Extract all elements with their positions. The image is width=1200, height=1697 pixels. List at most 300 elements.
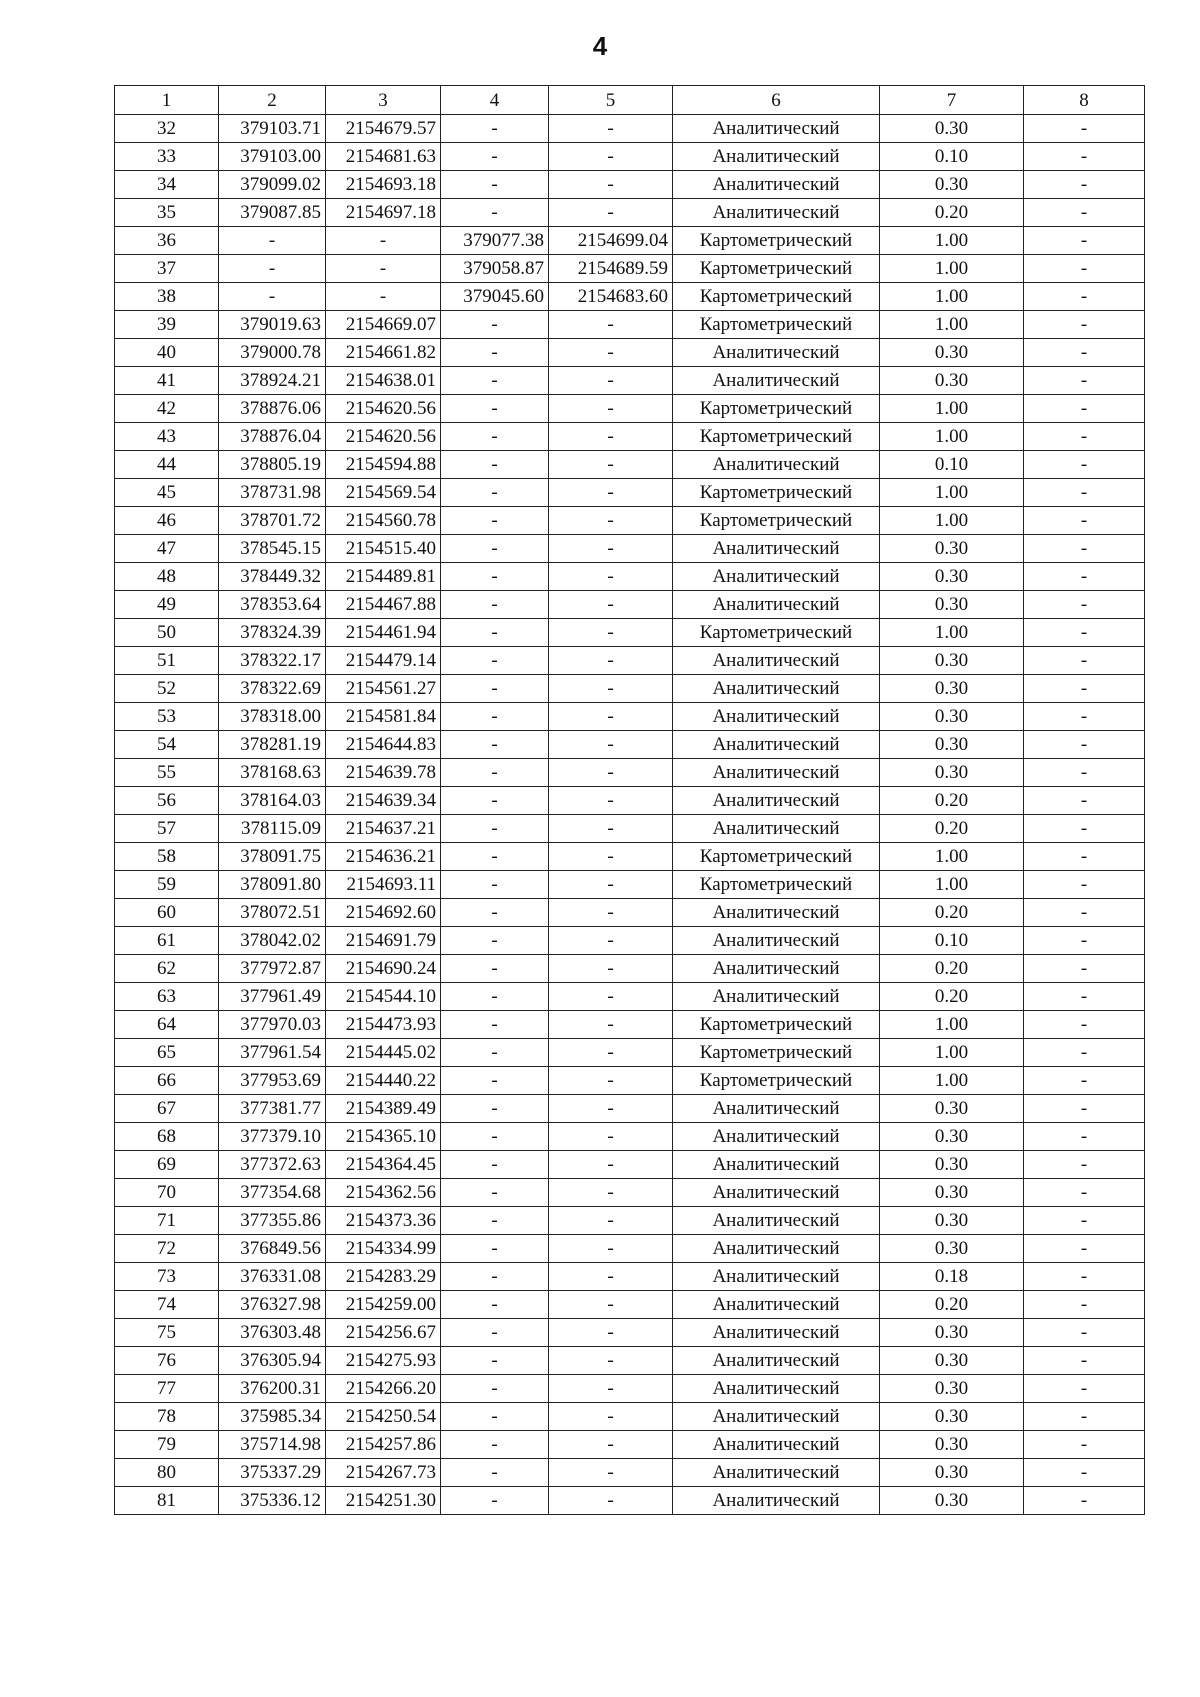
accuracy-cell: 1.00 (880, 423, 1024, 451)
y-coordinate-alt-cell: - (549, 1067, 673, 1095)
table-row (115, 927, 1145, 955)
y-coordinate-alt-cell: - (549, 395, 673, 423)
accuracy-cell: 1.00 (880, 311, 1024, 339)
y-coordinate-cell: 2154544.10 (326, 983, 441, 1011)
x-coordinate-alt-cell: - (441, 1095, 549, 1123)
note-cell: - (1024, 927, 1145, 955)
y-coordinate-alt-cell: - (549, 367, 673, 395)
method-cell: Картометрический (673, 227, 880, 255)
point-number-cell: 33 (115, 143, 219, 171)
method-cell: Аналитический (673, 955, 880, 983)
note-cell: - (1024, 703, 1145, 731)
accuracy-cell: 0.30 (880, 1235, 1024, 1263)
x-coordinate-cell: 376849.56 (219, 1235, 326, 1263)
x-coordinate-cell: 378164.03 (219, 787, 326, 815)
note-cell: - (1024, 395, 1145, 423)
point-number-cell: 46 (115, 507, 219, 535)
y-coordinate-alt-cell: - (549, 115, 673, 143)
y-coordinate-cell: 2154259.00 (326, 1291, 441, 1319)
accuracy-cell: 1.00 (880, 1011, 1024, 1039)
y-coordinate-cell: 2154515.40 (326, 535, 441, 563)
y-coordinate-alt-cell: - (549, 647, 673, 675)
y-coordinate-cell: 2154445.02 (326, 1039, 441, 1067)
note-cell: - (1024, 255, 1145, 283)
method-cell: Аналитический (673, 899, 880, 927)
accuracy-cell: 0.30 (880, 1123, 1024, 1151)
accuracy-cell: 1.00 (880, 1067, 1024, 1095)
note-cell: - (1024, 1123, 1145, 1151)
accuracy-cell: 0.30 (880, 1207, 1024, 1235)
y-coordinate-alt-cell: - (549, 1263, 673, 1291)
table-row (115, 1179, 1145, 1207)
table-row (115, 731, 1145, 759)
method-cell: Картометрический (673, 843, 880, 871)
note-cell: - (1024, 1039, 1145, 1067)
x-coordinate-cell: 375714.98 (219, 1431, 326, 1459)
x-coordinate-alt-cell: - (441, 395, 549, 423)
method-cell: Аналитический (673, 731, 880, 759)
y-coordinate-alt-cell: - (549, 1011, 673, 1039)
x-coordinate-cell: 378091.80 (219, 871, 326, 899)
x-coordinate-alt-cell: - (441, 115, 549, 143)
accuracy-cell: 0.30 (880, 1403, 1024, 1431)
y-coordinate-cell: 2154334.99 (326, 1235, 441, 1263)
accuracy-cell: 1.00 (880, 255, 1024, 283)
x-coordinate-cell: 378072.51 (219, 899, 326, 927)
note-cell: - (1024, 871, 1145, 899)
column-header: 8 (1024, 86, 1145, 115)
accuracy-cell: 0.30 (880, 115, 1024, 143)
point-number-cell: 44 (115, 451, 219, 479)
note-cell: - (1024, 1151, 1145, 1179)
x-coordinate-cell: 379103.71 (219, 115, 326, 143)
x-coordinate-alt-cell: - (441, 1291, 549, 1319)
column-header: 4 (441, 86, 549, 115)
x-coordinate-cell: 378324.39 (219, 619, 326, 647)
x-coordinate-alt-cell: - (441, 1235, 549, 1263)
note-cell: - (1024, 563, 1145, 591)
point-number-cell: 45 (115, 479, 219, 507)
y-coordinate-alt-cell: - (549, 171, 673, 199)
x-coordinate-cell: 378449.32 (219, 563, 326, 591)
accuracy-cell: 0.10 (880, 451, 1024, 479)
table-row (115, 451, 1145, 479)
point-number-cell: 71 (115, 1207, 219, 1235)
table-row (115, 1347, 1145, 1375)
accuracy-cell: 0.30 (880, 1095, 1024, 1123)
column-header: 7 (880, 86, 1024, 115)
point-number-cell: 61 (115, 927, 219, 955)
x-coordinate-alt-cell: - (441, 1347, 549, 1375)
y-coordinate-alt-cell: - (549, 563, 673, 591)
y-coordinate-alt-cell: - (549, 591, 673, 619)
method-cell: Аналитический (673, 1375, 880, 1403)
note-cell: - (1024, 1319, 1145, 1347)
y-coordinate-cell: 2154266.20 (326, 1375, 441, 1403)
y-coordinate-alt-cell: - (549, 787, 673, 815)
x-coordinate-alt-cell: 379058.87 (441, 255, 549, 283)
point-number-cell: 54 (115, 731, 219, 759)
accuracy-cell: 0.30 (880, 1487, 1024, 1515)
note-cell: - (1024, 647, 1145, 675)
table-row (115, 843, 1145, 871)
x-coordinate-cell: 376305.94 (219, 1347, 326, 1375)
note-cell: - (1024, 1347, 1145, 1375)
x-coordinate-alt-cell: - (441, 451, 549, 479)
y-coordinate-alt-cell: - (549, 1459, 673, 1487)
point-number-cell: 39 (115, 311, 219, 339)
point-number-cell: 77 (115, 1375, 219, 1403)
table-row (115, 143, 1145, 171)
column-header: 1 (115, 86, 219, 115)
note-cell: - (1024, 591, 1145, 619)
y-coordinate-cell: 2154373.36 (326, 1207, 441, 1235)
method-cell: Аналитический (673, 115, 880, 143)
x-coordinate-cell: 379103.00 (219, 143, 326, 171)
table-row (115, 1459, 1145, 1487)
point-number-cell: 66 (115, 1067, 219, 1095)
method-cell: Картометрический (673, 1011, 880, 1039)
y-coordinate-cell: 2154257.86 (326, 1431, 441, 1459)
y-coordinate-alt-cell: - (549, 1291, 673, 1319)
x-coordinate-cell: 378876.04 (219, 423, 326, 451)
y-coordinate-alt-cell: - (549, 1375, 673, 1403)
x-coordinate-alt-cell: - (441, 1375, 549, 1403)
method-cell: Аналитический (673, 1431, 880, 1459)
y-coordinate-alt-cell: - (549, 143, 673, 171)
x-coordinate-alt-cell: - (441, 563, 549, 591)
method-cell: Картометрический (673, 619, 880, 647)
y-coordinate-cell: 2154561.27 (326, 675, 441, 703)
method-cell: Картометрический (673, 1067, 880, 1095)
y-coordinate-cell: 2154639.34 (326, 787, 441, 815)
point-number-cell: 32 (115, 115, 219, 143)
x-coordinate-cell: 378731.98 (219, 479, 326, 507)
x-coordinate-alt-cell: - (441, 1179, 549, 1207)
y-coordinate-alt-cell: - (549, 675, 673, 703)
accuracy-cell: 1.00 (880, 479, 1024, 507)
point-number-cell: 59 (115, 871, 219, 899)
note-cell: - (1024, 1067, 1145, 1095)
note-cell: - (1024, 675, 1145, 703)
method-cell: Аналитический (673, 1347, 880, 1375)
table-row (115, 703, 1145, 731)
point-number-cell: 49 (115, 591, 219, 619)
method-cell: Аналитический (673, 591, 880, 619)
x-coordinate-cell: 378805.19 (219, 451, 326, 479)
table-row (115, 1067, 1145, 1095)
x-coordinate-cell: 378353.64 (219, 591, 326, 619)
accuracy-cell: 1.00 (880, 283, 1024, 311)
page-number: 4 (592, 31, 608, 61)
table-row (115, 955, 1145, 983)
accuracy-cell: 0.30 (880, 759, 1024, 787)
x-coordinate-cell: 375337.29 (219, 1459, 326, 1487)
point-number-cell: 42 (115, 395, 219, 423)
y-coordinate-cell: 2154636.21 (326, 843, 441, 871)
accuracy-cell: 0.30 (880, 1375, 1024, 1403)
y-coordinate-alt-cell: - (549, 1179, 673, 1207)
point-number-cell: 41 (115, 367, 219, 395)
x-coordinate-cell: 378115.09 (219, 815, 326, 843)
y-coordinate-cell: - (326, 227, 441, 255)
note-cell: - (1024, 1263, 1145, 1291)
method-cell: Аналитический (673, 1403, 880, 1431)
point-number-cell: 79 (115, 1431, 219, 1459)
note-cell: - (1024, 1207, 1145, 1235)
note-cell: - (1024, 339, 1145, 367)
point-number-cell: 60 (115, 899, 219, 927)
y-coordinate-alt-cell: - (549, 1347, 673, 1375)
accuracy-cell: 0.20 (880, 955, 1024, 983)
x-coordinate-alt-cell: 379077.38 (441, 227, 549, 255)
point-number-cell: 38 (115, 283, 219, 311)
x-coordinate-alt-cell: - (441, 899, 549, 927)
accuracy-cell: 0.30 (880, 1347, 1024, 1375)
y-coordinate-cell: 2154669.07 (326, 311, 441, 339)
y-coordinate-alt-cell: 2154683.60 (549, 283, 673, 311)
x-coordinate-cell: 378322.69 (219, 675, 326, 703)
table-row (115, 1235, 1145, 1263)
x-coordinate-cell: 377972.87 (219, 955, 326, 983)
note-cell: - (1024, 199, 1145, 227)
note-cell: - (1024, 1011, 1145, 1039)
y-coordinate-cell: 2154581.84 (326, 703, 441, 731)
accuracy-cell: 0.30 (880, 647, 1024, 675)
method-cell: Аналитический (673, 703, 880, 731)
x-coordinate-alt-cell: - (441, 1487, 549, 1515)
accuracy-cell: 0.30 (880, 703, 1024, 731)
x-coordinate-cell: 375336.12 (219, 1487, 326, 1515)
y-coordinate-cell: 2154283.29 (326, 1263, 441, 1291)
y-coordinate-alt-cell: - (549, 339, 673, 367)
x-coordinate-cell: - (219, 227, 326, 255)
method-cell: Картометрический (673, 423, 880, 451)
x-coordinate-alt-cell: - (441, 1039, 549, 1067)
y-coordinate-alt-cell: 2154699.04 (549, 227, 673, 255)
accuracy-cell: 1.00 (880, 1039, 1024, 1067)
table-row (115, 283, 1145, 311)
note-cell: - (1024, 1375, 1145, 1403)
x-coordinate-cell: 376200.31 (219, 1375, 326, 1403)
x-coordinate-cell: 378318.00 (219, 703, 326, 731)
y-coordinate-alt-cell: - (549, 199, 673, 227)
table-row (115, 535, 1145, 563)
point-number-cell: 57 (115, 815, 219, 843)
accuracy-cell: 0.20 (880, 983, 1024, 1011)
table-row (115, 115, 1145, 143)
table-row (115, 227, 1145, 255)
x-coordinate-alt-cell: - (441, 815, 549, 843)
note-cell: - (1024, 619, 1145, 647)
x-coordinate-cell: 378281.19 (219, 731, 326, 759)
x-coordinate-alt-cell: - (441, 479, 549, 507)
note-cell: - (1024, 843, 1145, 871)
table-row (115, 507, 1145, 535)
point-number-cell: 69 (115, 1151, 219, 1179)
method-cell: Аналитический (673, 1123, 880, 1151)
x-coordinate-alt-cell: - (441, 927, 549, 955)
method-cell: Аналитический (673, 759, 880, 787)
y-coordinate-alt-cell: 2154689.59 (549, 255, 673, 283)
point-number-cell: 58 (115, 843, 219, 871)
x-coordinate-alt-cell: - (441, 311, 549, 339)
note-cell: - (1024, 1095, 1145, 1123)
method-cell: Аналитический (673, 1095, 880, 1123)
y-coordinate-cell: 2154690.24 (326, 955, 441, 983)
method-cell: Аналитический (673, 535, 880, 563)
y-coordinate-cell: 2154362.56 (326, 1179, 441, 1207)
x-coordinate-alt-cell: - (441, 619, 549, 647)
method-cell: Картометрический (673, 1039, 880, 1067)
table-header-row (115, 86, 1145, 115)
x-coordinate-cell: 377381.77 (219, 1095, 326, 1123)
method-cell: Аналитический (673, 367, 880, 395)
note-cell: - (1024, 1431, 1145, 1459)
note-cell: - (1024, 815, 1145, 843)
point-number-cell: 53 (115, 703, 219, 731)
y-coordinate-cell: 2154661.82 (326, 339, 441, 367)
accuracy-cell: 0.30 (880, 731, 1024, 759)
note-cell: - (1024, 1179, 1145, 1207)
y-coordinate-alt-cell: - (549, 535, 673, 563)
y-coordinate-cell: 2154473.93 (326, 1011, 441, 1039)
y-coordinate-cell: 2154692.60 (326, 899, 441, 927)
y-coordinate-cell: 2154256.67 (326, 1319, 441, 1347)
x-coordinate-alt-cell: - (441, 423, 549, 451)
point-number-cell: 75 (115, 1319, 219, 1347)
method-cell: Картометрический (673, 507, 880, 535)
note-cell: - (1024, 1291, 1145, 1319)
note-cell: - (1024, 535, 1145, 563)
y-coordinate-alt-cell: - (549, 955, 673, 983)
method-cell: Аналитический (673, 1207, 880, 1235)
table-row (115, 1263, 1145, 1291)
x-coordinate-alt-cell: - (441, 1123, 549, 1151)
note-cell: - (1024, 227, 1145, 255)
y-coordinate-alt-cell: - (549, 1235, 673, 1263)
table-row (115, 311, 1145, 339)
x-coordinate-alt-cell: - (441, 1403, 549, 1431)
y-coordinate-cell: 2154251.30 (326, 1487, 441, 1515)
x-coordinate-cell: 378545.15 (219, 535, 326, 563)
table-row (115, 199, 1145, 227)
y-coordinate-alt-cell: - (549, 507, 673, 535)
table-row (115, 1151, 1145, 1179)
x-coordinate-cell: 377953.69 (219, 1067, 326, 1095)
accuracy-cell: 0.30 (880, 367, 1024, 395)
x-coordinate-alt-cell: - (441, 507, 549, 535)
note-cell: - (1024, 311, 1145, 339)
x-coordinate-cell: 377961.54 (219, 1039, 326, 1067)
y-coordinate-cell: 2154569.54 (326, 479, 441, 507)
method-cell: Картометрический (673, 871, 880, 899)
table-row (115, 1403, 1145, 1431)
method-cell: Аналитический (673, 675, 880, 703)
method-cell: Аналитический (673, 339, 880, 367)
note-cell: - (1024, 1459, 1145, 1487)
point-number-cell: 40 (115, 339, 219, 367)
accuracy-cell: 1.00 (880, 507, 1024, 535)
accuracy-cell: 0.20 (880, 199, 1024, 227)
method-cell: Аналитический (673, 1487, 880, 1515)
note-cell: - (1024, 1403, 1145, 1431)
y-coordinate-cell: 2154364.45 (326, 1151, 441, 1179)
method-cell: Аналитический (673, 563, 880, 591)
y-coordinate-alt-cell: - (549, 423, 673, 451)
note-cell: - (1024, 731, 1145, 759)
table-row (115, 339, 1145, 367)
x-coordinate-cell: 377961.49 (219, 983, 326, 1011)
accuracy-cell: 1.00 (880, 871, 1024, 899)
note-cell: - (1024, 171, 1145, 199)
x-coordinate-alt-cell: - (441, 955, 549, 983)
table-row (115, 647, 1145, 675)
point-number-cell: 47 (115, 535, 219, 563)
y-coordinate-cell: 2154467.88 (326, 591, 441, 619)
note-cell: - (1024, 507, 1145, 535)
point-number-cell: 67 (115, 1095, 219, 1123)
x-coordinate-cell: - (219, 283, 326, 311)
x-coordinate-cell: 375985.34 (219, 1403, 326, 1431)
y-coordinate-alt-cell: - (549, 983, 673, 1011)
point-number-cell: 73 (115, 1263, 219, 1291)
point-number-cell: 50 (115, 619, 219, 647)
x-coordinate-alt-cell: - (441, 1067, 549, 1095)
x-coordinate-cell: 377354.68 (219, 1179, 326, 1207)
point-number-cell: 35 (115, 199, 219, 227)
table-row (115, 675, 1145, 703)
x-coordinate-cell: 379019.63 (219, 311, 326, 339)
x-coordinate-cell: 379087.85 (219, 199, 326, 227)
y-coordinate-cell: 2154638.01 (326, 367, 441, 395)
accuracy-cell: 0.30 (880, 1319, 1024, 1347)
point-number-cell: 43 (115, 423, 219, 451)
accuracy-cell: 0.30 (880, 1179, 1024, 1207)
table-body (115, 86, 1145, 1515)
point-number-cell: 81 (115, 1487, 219, 1515)
y-coordinate-alt-cell: - (549, 815, 673, 843)
y-coordinate-alt-cell: - (549, 927, 673, 955)
y-coordinate-alt-cell: - (549, 1207, 673, 1235)
table-row (115, 1039, 1145, 1067)
point-number-cell: 65 (115, 1039, 219, 1067)
x-coordinate-alt-cell: - (441, 1011, 549, 1039)
point-number-cell: 74 (115, 1291, 219, 1319)
table-row (115, 1207, 1145, 1235)
point-number-cell: 72 (115, 1235, 219, 1263)
x-coordinate-alt-cell: - (441, 647, 549, 675)
accuracy-cell: 0.10 (880, 927, 1024, 955)
x-coordinate-cell: 376303.48 (219, 1319, 326, 1347)
y-coordinate-alt-cell: - (549, 311, 673, 339)
method-cell: Аналитический (673, 199, 880, 227)
table-row (115, 619, 1145, 647)
x-coordinate-alt-cell: 379045.60 (441, 283, 549, 311)
x-coordinate-alt-cell: - (441, 759, 549, 787)
x-coordinate-cell: 377372.63 (219, 1151, 326, 1179)
y-coordinate-alt-cell: - (549, 1431, 673, 1459)
x-coordinate-alt-cell: - (441, 1207, 549, 1235)
point-number-cell: 55 (115, 759, 219, 787)
y-coordinate-alt-cell: - (549, 871, 673, 899)
point-number-cell: 56 (115, 787, 219, 815)
point-number-cell: 78 (115, 1403, 219, 1431)
accuracy-cell: 0.20 (880, 815, 1024, 843)
table-row (115, 815, 1145, 843)
point-number-cell: 51 (115, 647, 219, 675)
x-coordinate-alt-cell: - (441, 535, 549, 563)
